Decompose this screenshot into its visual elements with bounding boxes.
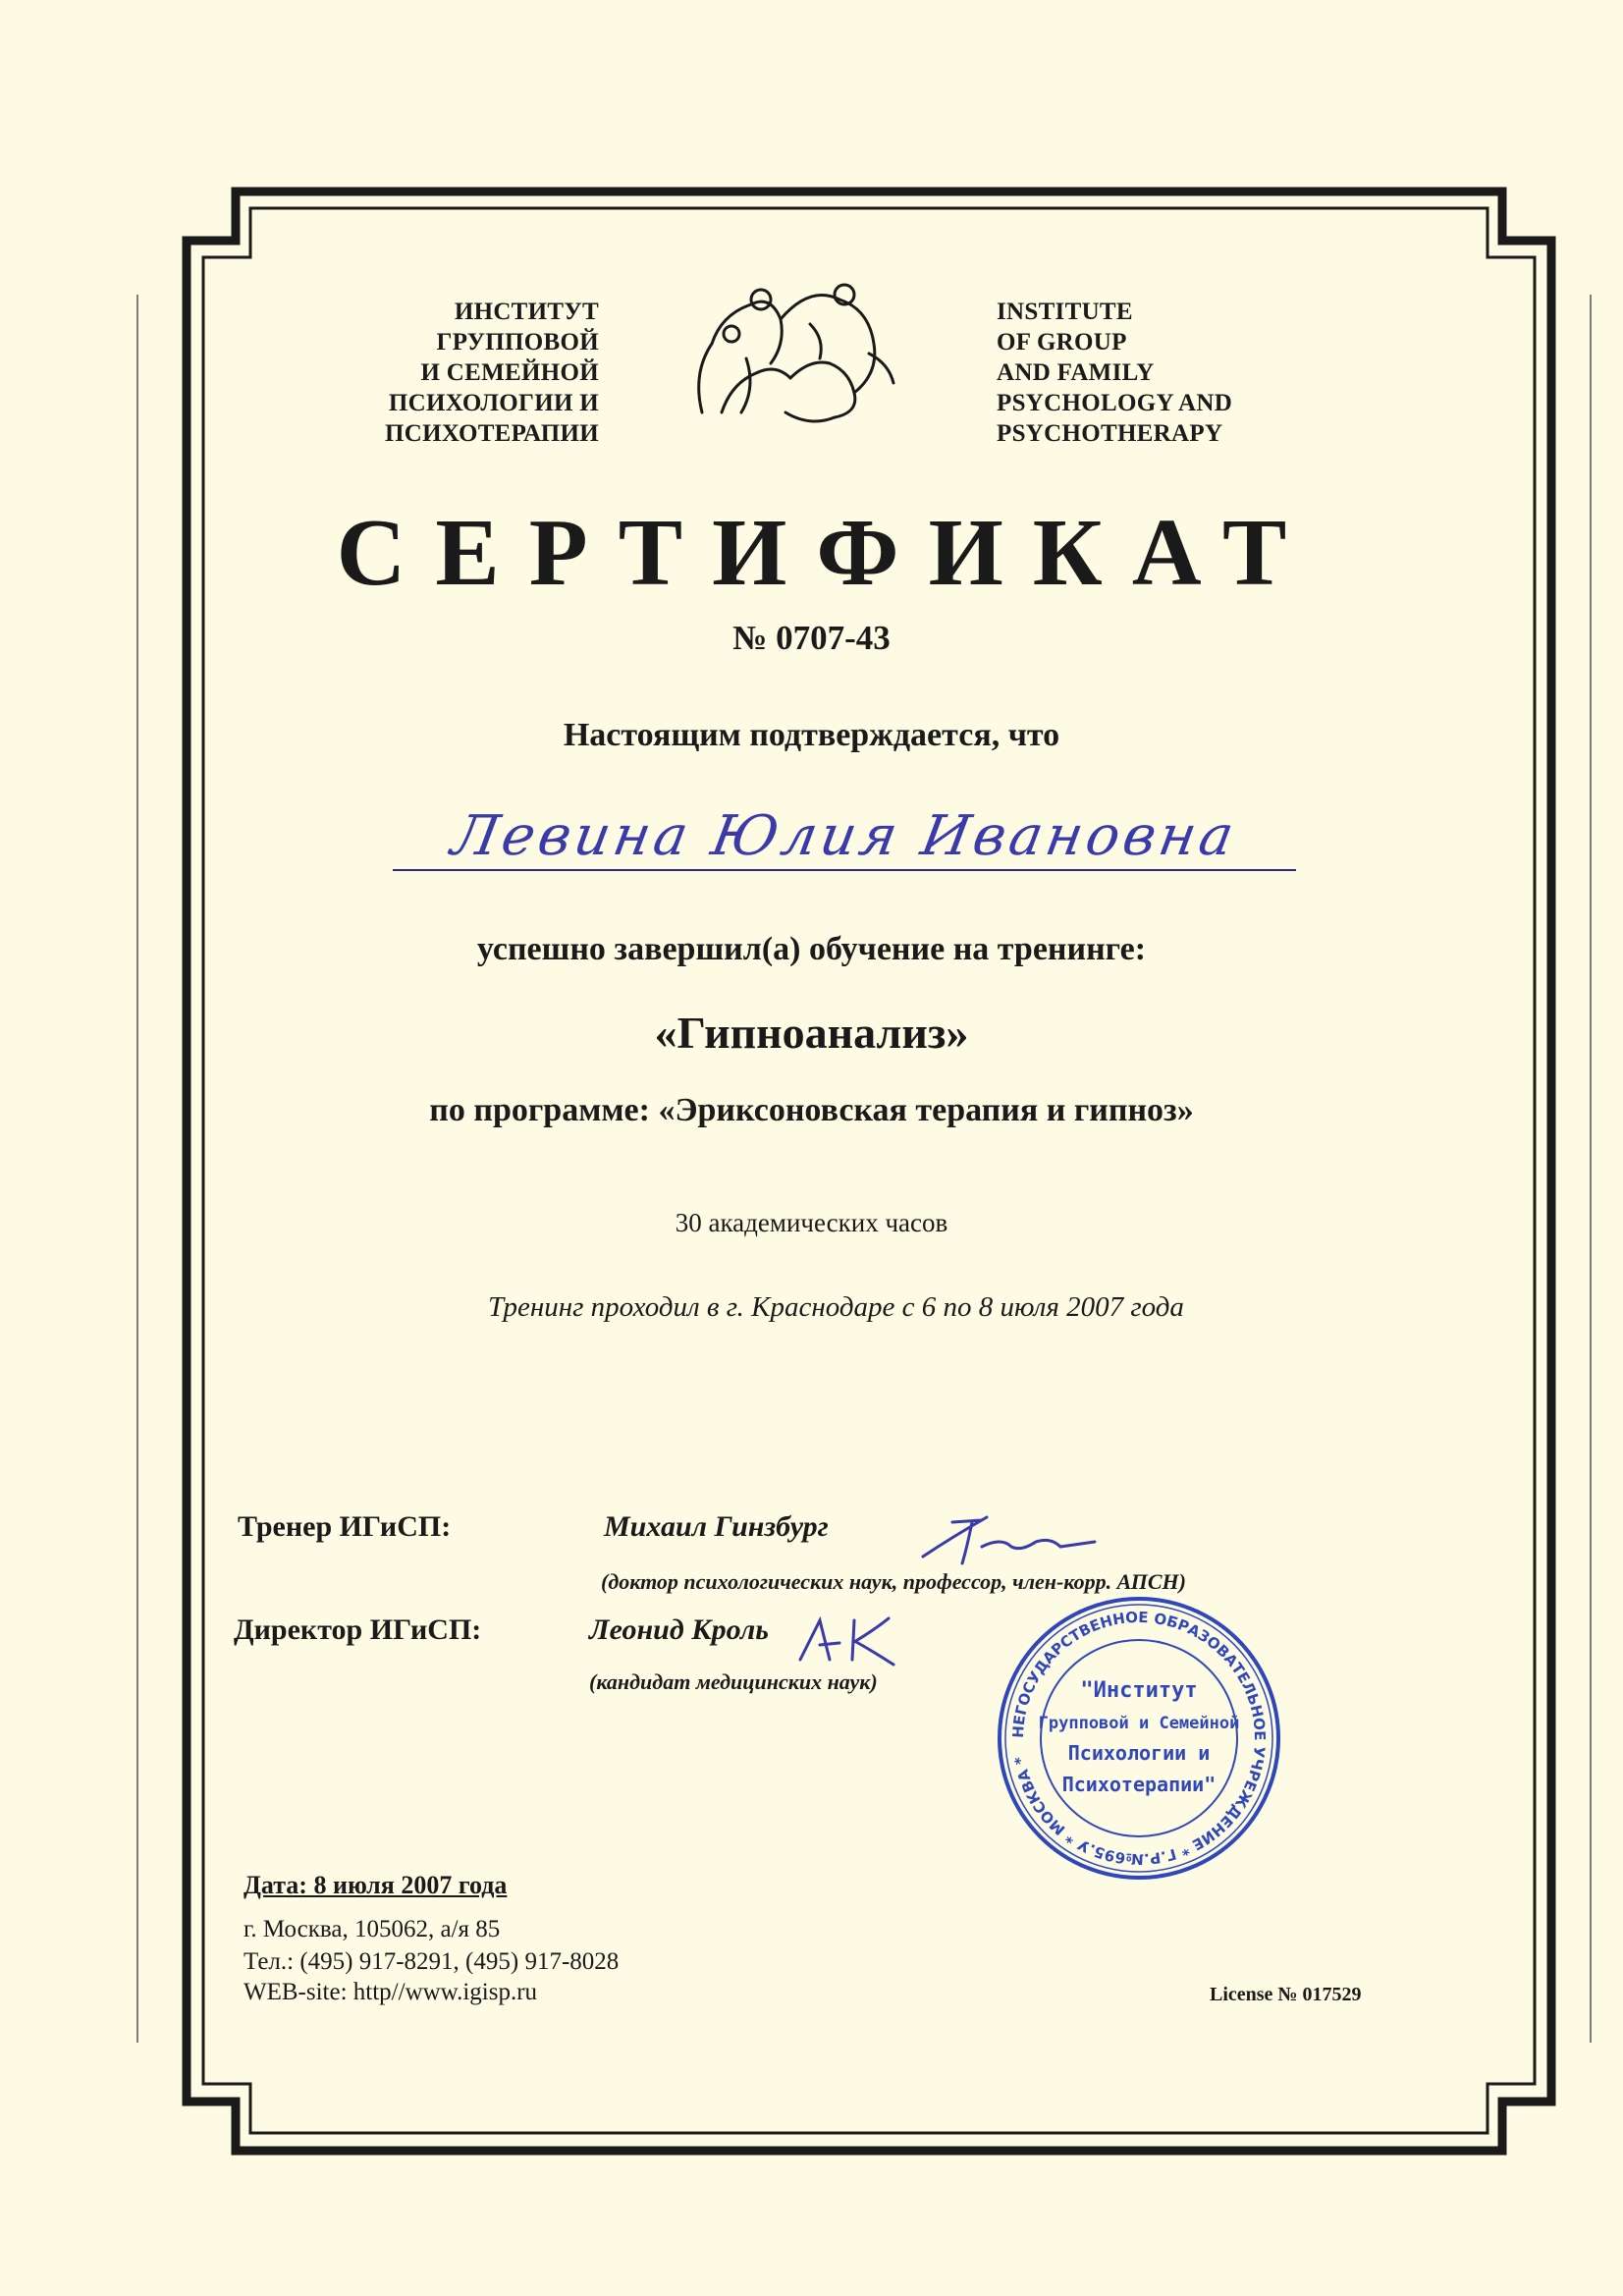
license-number: License № 017529 (1210, 1984, 1362, 2005)
issue-date: Дата: 8 июля 2007 года (243, 1871, 508, 1899)
recipient-name: Левина Юлия Ивановна (447, 804, 1242, 868)
confirm-text: Настоящим подтверждается, что (563, 717, 1060, 753)
training-place-dates: Тренинг проходил в г. Краснодаре с 6 по 8 июля 2007 года (488, 1291, 1184, 1323)
institute-en-line: PSYCHOTHERAPY (997, 420, 1223, 447)
certificate-number: № 0707-43 (732, 619, 891, 657)
institute-stamp-icon (992, 1591, 1286, 1886)
institute-en-line: PSYCHOLOGY AND (997, 390, 1233, 416)
phone: Тел.: (495) 917-8291, (495) 917-8028 (243, 1948, 620, 1975)
institute-en-line: INSTITUTE (997, 299, 1133, 325)
stamp-center-line: Психологии и (1067, 1741, 1211, 1765)
director-signature-icon (795, 1611, 903, 1669)
address: г. Москва, 105062, а/я 85 (243, 1916, 501, 1942)
stamp-center-line: "Институт (1080, 1678, 1198, 1703)
certificate-title: СЕРТИФИКАТ (336, 500, 1317, 606)
stamp-center-line: Психотерапии" (1061, 1773, 1217, 1796)
trainer-label: Тренер ИГиСП: (238, 1510, 452, 1543)
director-credentials: (кандидат медицинских наук) (589, 1669, 878, 1694)
institute-ru-line: ПСИХОТЕРАПИИ (385, 420, 599, 447)
training-name: «Гипноанализ» (654, 1008, 969, 1058)
institute-ru-line: ИНСТИТУТ (454, 299, 599, 325)
institute-name-en (997, 297, 1232, 449)
completed-text: успешно завершил(а) обучение на тренинге: (476, 931, 1147, 967)
stamp-center-line: Групповой и Семейной (1038, 1714, 1240, 1733)
institute-en-line: OF GROUP (997, 329, 1127, 355)
director-label: Директор ИГиСП: (234, 1613, 482, 1646)
trainer-signature-icon (913, 1503, 1100, 1571)
stamp-ring-text: НЕГОСУДАРСТВЕННОЕ ОБРАЗОВАТЕЛЬНОЕ УЧРЕЖДЕНИЕ * Г.Р.№695.У * МОСКВА * (1008, 1608, 1270, 1869)
academic-hours: 30 академических часов (675, 1208, 948, 1237)
institute-en-line: AND FAMILY (997, 359, 1155, 386)
institute-ru-line: ПСИХОЛОГИИ И (388, 390, 599, 416)
program-text: по программе: «Эриксоновская терапия и гипноз» (429, 1092, 1194, 1128)
svg-text:НЕГОСУДАРСТВЕННОЕ ОБРАЗОВАТЕЛЬ (1009, 1609, 1269, 1868)
institute-logo-icon (663, 265, 908, 432)
website-link[interactable]: WEB-site: http//www.igisp.ru (243, 1979, 538, 2005)
institute-ru-line: ГРУППОВОЙ (436, 329, 599, 355)
trainer-name: Михаил Гинзбург (604, 1510, 829, 1543)
trainer-credentials: (доктор психологических наук, профессор, член-корр. АПСН) (601, 1569, 1186, 1594)
director-name: Леонид Кроль (589, 1613, 769, 1646)
recipient-underline (393, 869, 1296, 871)
institute-name-ru (385, 297, 599, 449)
institute-ru-line: И СЕМЕЙНОЙ (420, 359, 599, 386)
